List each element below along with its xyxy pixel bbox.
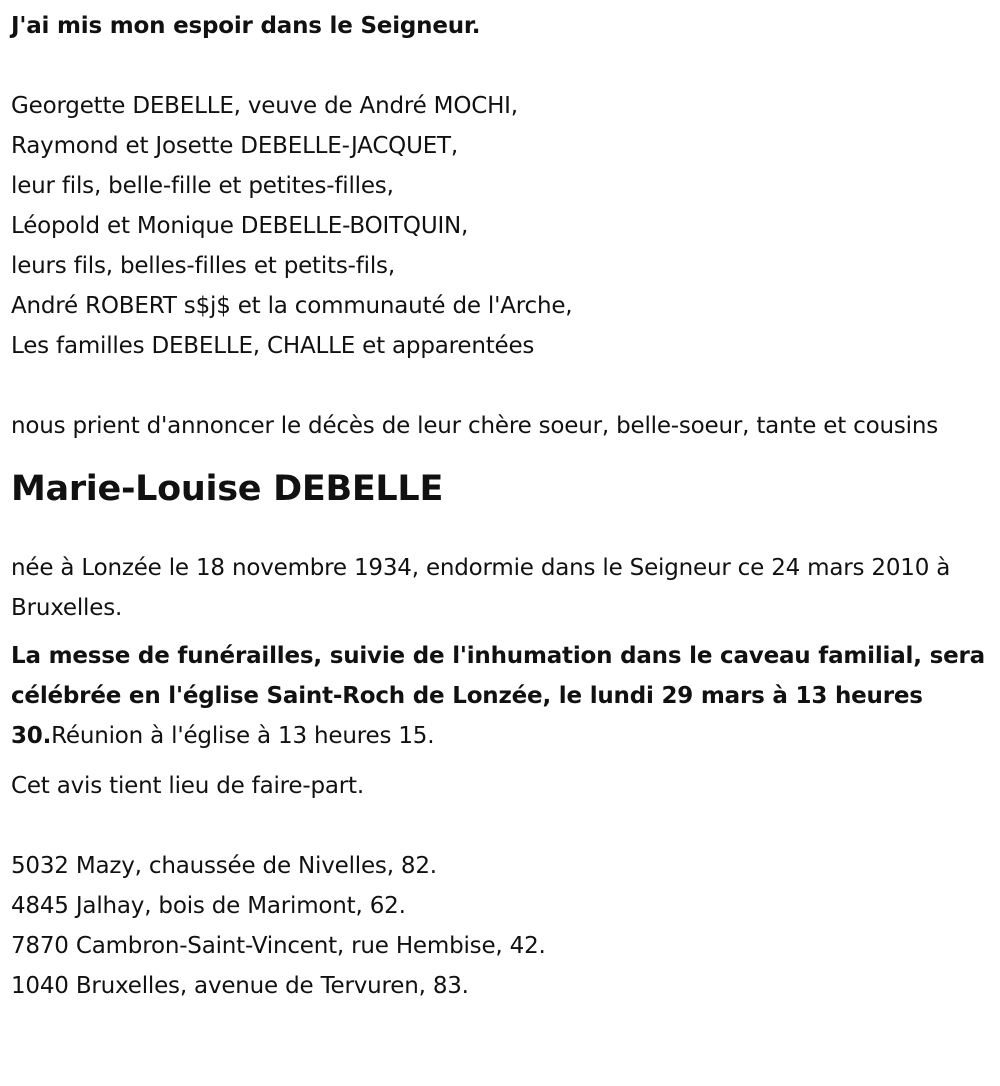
address-list bbox=[11, 846, 1000, 1006]
spacer bbox=[11, 366, 1000, 406]
family-line: Les familles DEBELLE, CHALLE et apparentées bbox=[11, 333, 535, 359]
deceased-name: Marie-Louise DEBELLE bbox=[11, 469, 444, 509]
family-line: leur fils, belle-fille et petites-filles, bbox=[11, 173, 394, 199]
spacer bbox=[11, 46, 1000, 86]
birth-death-text: née à Lonzée le 18 novembre 1934, endormie dans le Seigneur ce 24 mars 2010 à Bruxelles. bbox=[11, 555, 951, 621]
family-line: Raymond et Josette DEBELLE-JACQUET, bbox=[11, 133, 459, 159]
spacer bbox=[11, 806, 1000, 846]
notice-text: Cet avis tient lieu de faire-part. bbox=[11, 773, 364, 799]
address-line: 1040 Bruxelles, avenue de Tervuren, 83. bbox=[11, 973, 469, 999]
family-line: leurs fils, belles-filles et petits-fils, bbox=[11, 253, 395, 279]
address-line: 4845 Jalhay, bois de Marimont, 62. bbox=[11, 893, 406, 919]
funeral-mass-text: La messe de funérailles, suivie de l'inhumation dans le caveau familial, sera célébrée en l'église Saint-Roch de Lonzée, le lundi 29 mars à 13 heures 30. bbox=[11, 643, 985, 749]
family-line: André ROBERT s$j$ et la communauté de l'Arche, bbox=[11, 293, 573, 319]
announcement-text: nous prient d'annoncer le décès de leur chère soeur, belle-soeur, tante et cousins bbox=[11, 413, 939, 439]
epigraph: J'ai mis mon espoir dans le Seigneur. bbox=[11, 13, 481, 39]
family-list bbox=[11, 86, 1000, 366]
address-line: 7870 Cambron-Saint-Vincent, rue Hembise, 42. bbox=[11, 933, 546, 959]
family-line: Georgette DEBELLE, veuve de André MOCHI, bbox=[11, 93, 518, 119]
family-line: Léopold et Monique DEBELLE-BOITQUIN, bbox=[11, 213, 469, 239]
funeral-details bbox=[11, 636, 996, 756]
address-line: 5032 Mazy, chaussée de Nivelles, 82. bbox=[11, 853, 437, 879]
funeral-meeting-text: Réunion à l'église à 13 heures 15. bbox=[51, 723, 435, 749]
